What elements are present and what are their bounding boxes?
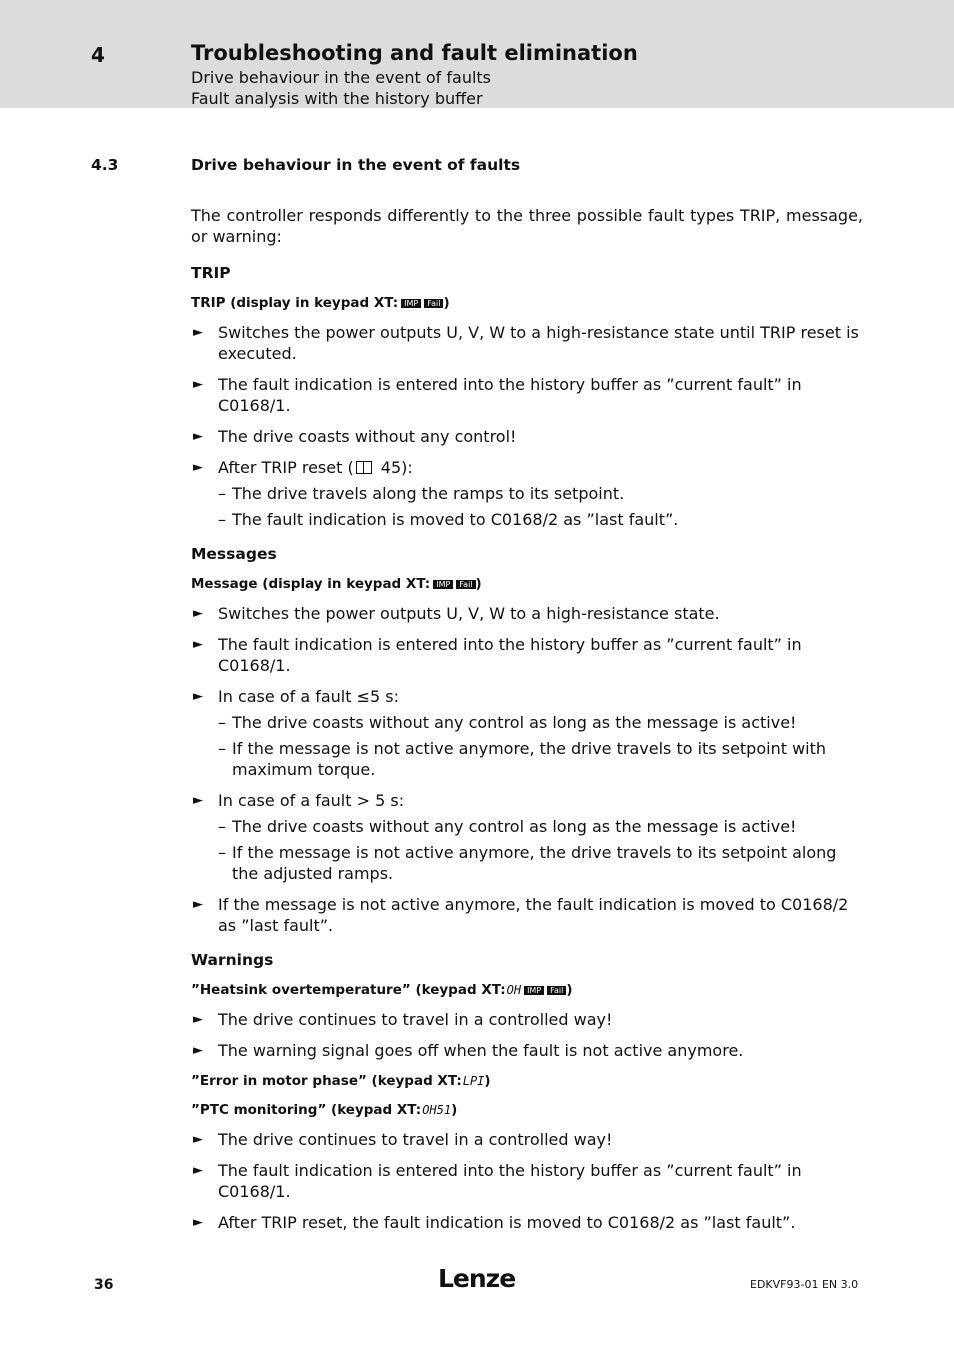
trip-list [191, 322, 863, 530]
list-item: ► Switches the power outputs U, V, W to a high-resistance state. [191, 603, 863, 624]
main-content [191, 205, 863, 1243]
header-subtitle-2: Fault analysis with the history buffer [191, 89, 483, 108]
section-title: Drive behaviour in the event of faults [191, 156, 521, 174]
trip-subheading [191, 293, 863, 314]
page-number: 36 [94, 1277, 114, 1293]
warnings-subheading-ptc [191, 1100, 863, 1121]
list-item: ► Switches the power outputs U, V, W to a high-resistance state until TRIP reset is executed. [191, 322, 863, 364]
list-item [191, 457, 863, 530]
sub-list-item: – The drive coasts without any control as long as the message is active! [218, 712, 863, 733]
fault-short-sublist [218, 712, 863, 780]
fail-indicator: Fail [547, 986, 566, 995]
list-item: ► The fault indication is entered into the history buffer as ”current fault” in C0168/1. [191, 374, 863, 416]
imp-indicator: IMP [433, 580, 453, 589]
list-item [191, 686, 863, 780]
list-item: ► After TRIP reset, the fault indication is moved to C0168/2 as ”last fault”. [191, 1212, 863, 1233]
chapter-title: Troubleshooting and fault elimination [191, 41, 638, 65]
list-item: ► The drive continues to travel in a controlled way! [191, 1009, 863, 1030]
warnings-list-1 [191, 1009, 863, 1061]
fault-long-text: In case of a fault > 5 s: [218, 791, 405, 810]
warnings-subheading-heatsink [191, 980, 863, 1001]
messages-subheading-close: ) [475, 576, 482, 592]
list-item [191, 790, 863, 884]
warnings-list-2 [191, 1129, 863, 1233]
heatsink-close: ) [566, 982, 573, 998]
list-item: ► If the message is not active anymore, the fault indication is moved to C0168/2 as ”last fault”. [191, 894, 863, 936]
list-item: ► The drive continues to travel in a controlled way! [191, 1129, 863, 1150]
list-item: ► The drive coasts without any control! [191, 426, 863, 447]
imp-indicator: IMP [524, 986, 544, 995]
list-item: ► The fault indication is entered into the history buffer as ”current fault” in C0168/1. [191, 634, 863, 676]
sub-list-item: – If the message is not active anymore, the drive travels to its setpoint with maximum torque. [218, 738, 863, 780]
ptc-text: ”PTC monitoring” (keypad XT: [191, 1102, 422, 1118]
warnings-heading: Warnings [191, 951, 274, 969]
fault-short-text: In case of a fault ≤5 s: [218, 687, 399, 706]
heatsink-text: ”Heatsink overtemperature” (keypad XT: [191, 982, 506, 998]
trip-reset-text: After TRIP reset ( [218, 458, 354, 477]
trip-reset-sublist [218, 483, 863, 530]
trip-subheading-text: TRIP (display in keypad XT: [191, 295, 399, 311]
messages-heading: Messages [191, 545, 277, 563]
motor-phase-close: ) [484, 1073, 491, 1089]
messages-subheading-text: Message (display in keypad XT: [191, 576, 431, 592]
fault-long-sublist [218, 816, 863, 884]
ptc-close: ) [451, 1102, 458, 1118]
lenze-logo: Lenze [438, 1264, 516, 1293]
sub-list-item: – The fault indication is moved to C0168/2 as ”last fault”. [218, 509, 863, 530]
trip-heading: TRIP [191, 264, 231, 282]
chapter-number: 4 [91, 43, 105, 67]
header-subtitle-1: Drive behaviour in the event of faults [191, 68, 492, 87]
sub-list-item: – The drive coasts without any control as long as the message is active! [218, 816, 863, 837]
fail-indicator: Fail [424, 299, 443, 308]
messages-subheading [191, 574, 863, 595]
book-icon [356, 461, 372, 474]
imp-indicator: IMP [401, 299, 421, 308]
intro-paragraph: The controller responds differently to the three possible fault types TRIP, message, or warning: [191, 206, 863, 246]
messages-list [191, 603, 863, 936]
trip-reset-ref: 45): [375, 458, 413, 477]
motor-phase-lcd-code: LPI [462, 1074, 485, 1088]
sub-list-item: – The drive travels along the ramps to its setpoint. [218, 483, 863, 504]
list-item: ► The warning signal goes off when the fault is not active anymore. [191, 1040, 863, 1061]
heatsink-lcd-code: OH [506, 983, 522, 997]
section-number: 4.3 [91, 156, 119, 174]
warnings-subheading-motor-phase [191, 1071, 863, 1092]
document-id: EDKVF93-01 EN 3.0 [750, 1278, 859, 1291]
ptc-lcd-code: OH51 [422, 1103, 452, 1117]
sub-list-item: – If the message is not active anymore, the drive travels to its setpoint along the adjusted ramps. [218, 842, 863, 884]
list-item: ► The fault indication is entered into the history buffer as ”current fault” in C0168/1. [191, 1160, 863, 1202]
fail-indicator: Fail [456, 580, 475, 589]
motor-phase-text: ”Error in motor phase” (keypad XT: [191, 1073, 462, 1089]
trip-subheading-close: ) [443, 295, 450, 311]
